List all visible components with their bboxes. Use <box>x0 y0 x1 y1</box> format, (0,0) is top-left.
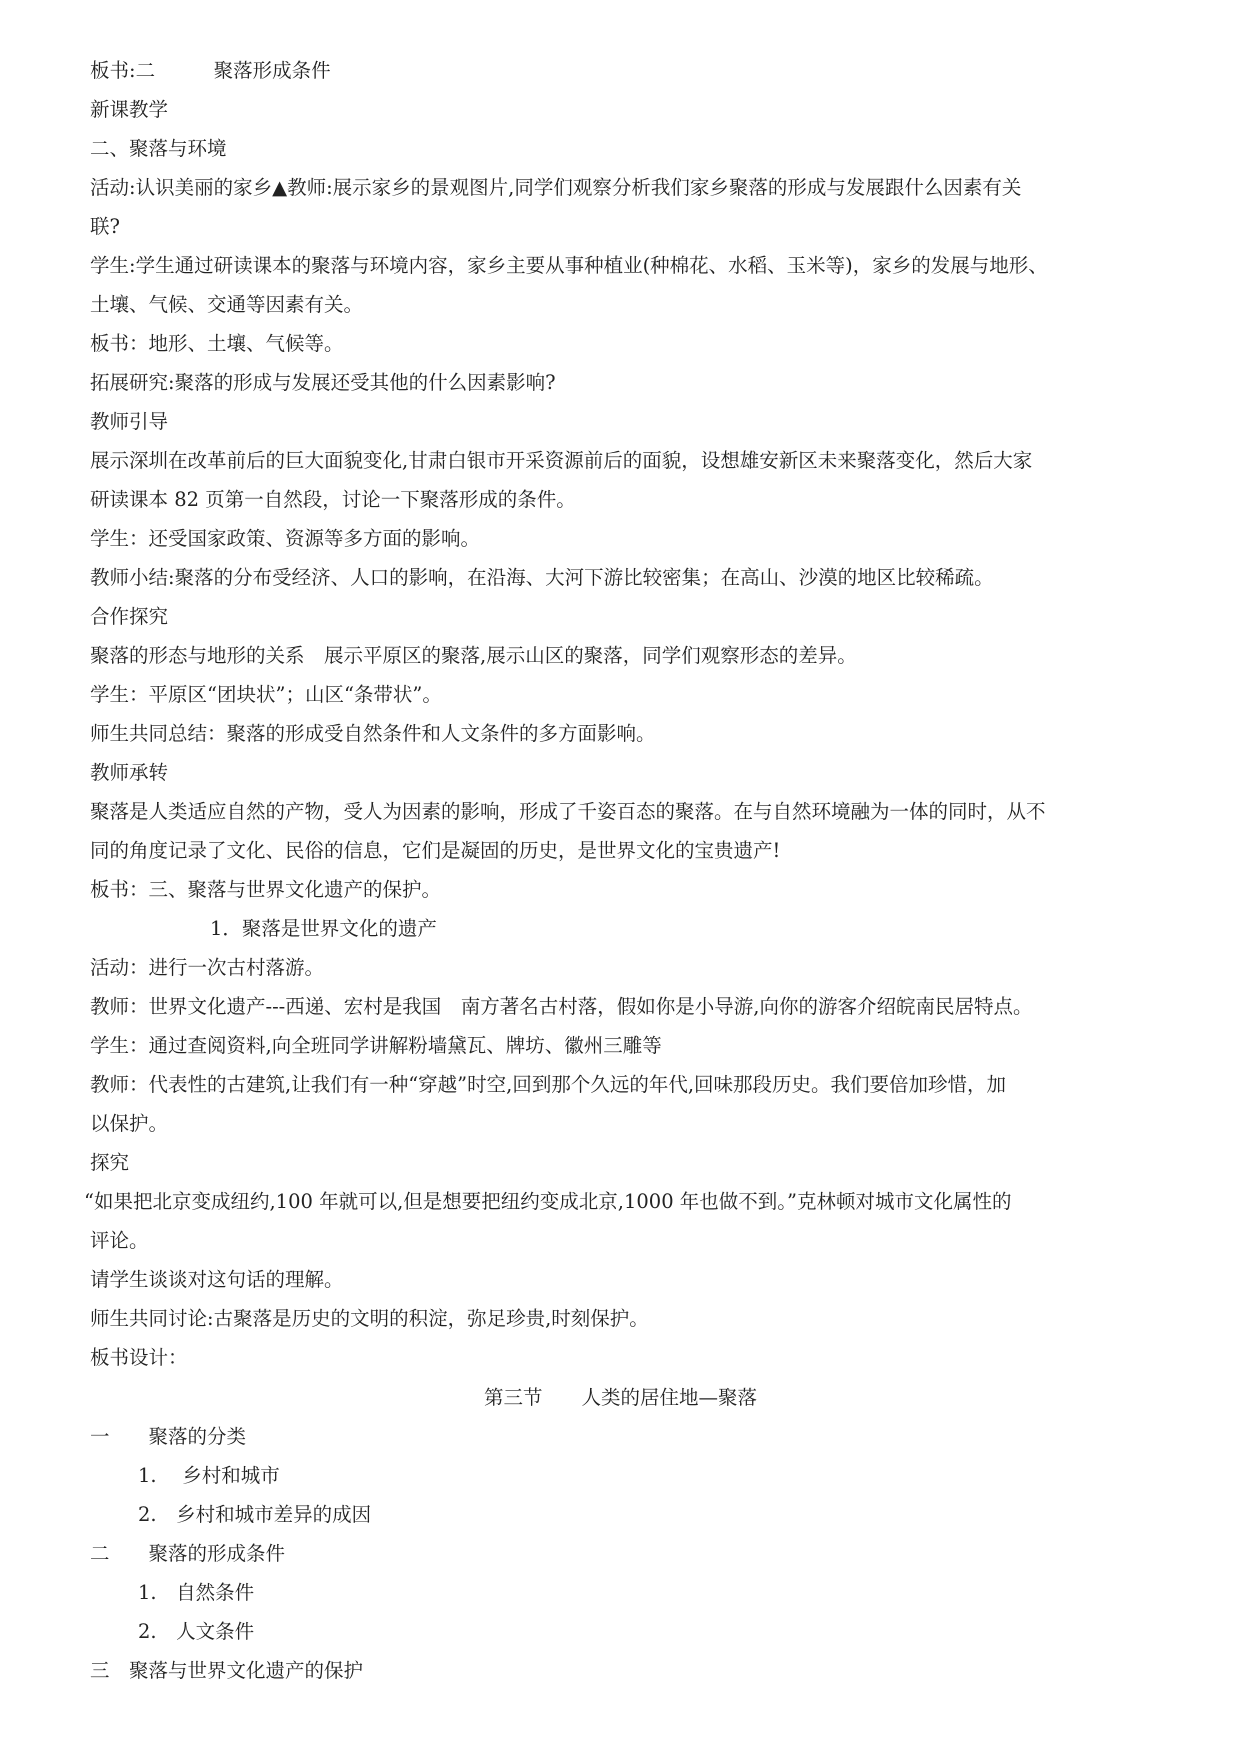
paragraph-line: 教师：世界文化遗产---西递、宏村是我国 南方著名古村落，假如你是小导游,向你的游客介绍皖南民居特点。 <box>90 995 1033 1018</box>
board-design-title: 第三节 人类的居住地—聚落 <box>483 1386 757 1409</box>
paragraph-line: 师生共同讨论:古聚落是历史的文明的积淀，弥足珍贵,时刻保护。 <box>90 1307 649 1330</box>
board-heading: 板书:二 聚落形成条件 <box>90 59 331 82</box>
paragraph-line: 学生：还受国家政策、资源等多方面的影响。 <box>90 527 481 550</box>
paragraph-line: 研读课本 82 页第一自然段，讨论一下聚落形成的条件。 <box>90 488 576 511</box>
paragraph-line: 师生共同总结：聚落的形成受自然条件和人文条件的多方面影响。 <box>90 722 656 745</box>
paragraph-line: 教师：代表性的古建筑,让我们有一种“穿越”时空,回到那个久远的年代,回味那段历史。我们要倍加珍惜，加 <box>90 1073 1007 1096</box>
paragraph-line: 以保护。 <box>90 1112 169 1135</box>
section-label: 探究 <box>90 1151 130 1174</box>
outline-subitem: 1. 乡村和城市 <box>138 1464 280 1487</box>
paragraph-line: 活动:认识美丽的家乡▲教师:展示家乡的景观图片,同学们观察分析我们家乡聚落的形成与发展跟什么因素有关 <box>90 176 1022 199</box>
paragraph-line: 学生：平原区“团块状”；山区“条带状”。 <box>90 683 442 706</box>
paragraph-line: 请学生谈谈对这句话的理解。 <box>90 1268 344 1291</box>
section-label: 教师承转 <box>90 761 169 784</box>
paragraph-line: 活动：进行一次古村落游。 <box>90 956 325 979</box>
quote-line: “如果把北京变成纽约,100 年就可以,但是想要把纽约变成北京,1000 年也做不到。”克林顿对城市文化属性的 <box>84 1190 1012 1213</box>
paragraph-line: 聚落是人类适应自然的产物，受人为因素的影响，形成了千姿百态的聚落。在与自然环境融为一体的同时，从不 <box>90 800 1046 823</box>
section-label: 合作探究 <box>90 605 169 628</box>
paragraph-line: 教师小结:聚落的分布受经济、人口的影响，在沿海、大河下游比较密集；在高山、沙漠的地区比较稀疏。 <box>90 566 994 589</box>
paragraph-line: 展示深圳在改革前后的巨大面貌变化,甘肃白银市开采资源前后的面貌，设想雄安新区未来聚落变化，然后大家 <box>90 449 1033 472</box>
paragraph-line: 联? <box>90 215 120 238</box>
paragraph-line: 板书：三、聚落与世界文化遗产的保护。 <box>90 878 442 901</box>
outline-item: 三 聚落与世界文化遗产的保护 <box>90 1659 364 1682</box>
board-design-label: 板书设计： <box>90 1346 188 1369</box>
paragraph-line: 聚落的形态与地形的关系 展示平原区的聚落,展示山区的聚落，同学们观察形态的差异。 <box>90 644 857 667</box>
outline-item: 二 聚落的形成条件 <box>90 1542 286 1565</box>
paragraph-line: 板书：地形、土壤、气候等。 <box>90 332 344 355</box>
outline-subitem: 2. 人文条件 <box>138 1620 255 1643</box>
outline-subitem: 1. 自然条件 <box>138 1581 255 1604</box>
paragraph-line: 学生：通过查阅资料,向全班同学讲解粉墙黛瓦、牌坊、徽州三雕等 <box>90 1034 662 1057</box>
section-label: 新课教学 <box>90 98 169 121</box>
outline-subitem: 2. 乡村和城市差异的成因 <box>138 1503 372 1526</box>
paragraph-line: 学生:学生通过研读课本的聚落与环境内容，家乡主要从事种植业(种棉花、水稻、玉米等)，家乡的发展与地形、 <box>90 254 1048 277</box>
outline-item: 一 聚落的分类 <box>90 1425 247 1448</box>
board-subitem: 1．聚落是世界文化的遗产 <box>210 917 437 940</box>
paragraph-line: 拓展研究:聚落的形成与发展还受其他的什么因素影响? <box>90 371 556 394</box>
section-label: 教师引导 <box>90 410 169 433</box>
paragraph-line: 评论。 <box>90 1229 149 1252</box>
paragraph-line: 同的角度记录了文化、民俗的信息，它们是凝固的历史，是世界文化的宝贵遗产! <box>90 839 781 862</box>
section-heading: 二、聚落与环境 <box>90 137 227 160</box>
paragraph-line: 土壤、气候、交通等因素有关。 <box>90 293 364 316</box>
